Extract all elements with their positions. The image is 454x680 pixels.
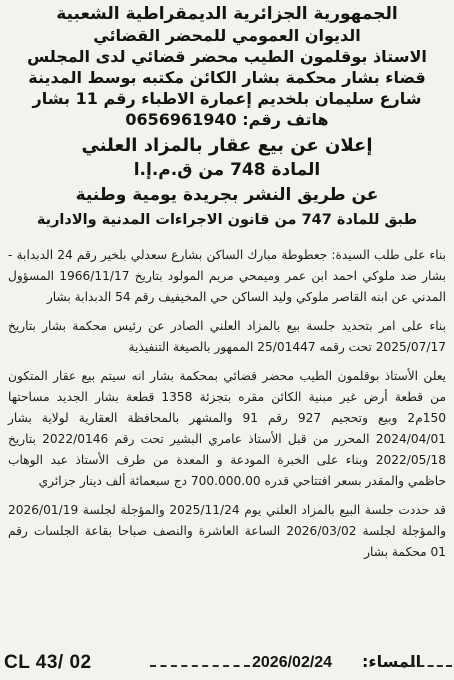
dashed-divider-end (400, 665, 452, 667)
property-paragraph: يعلن الأستاذ بوقلمون الطيب محضر قضائي بمحكمة بشار انه سيتم بيع عقار المتكون من قطعة أرض غير مبنية الكائن مقره بتجزئة 1358 قطعة بشار الجديد مساحتها 150م2 وبيع وتحجيم 927 رقم 91 والمشهر بالمحافظة العقارية لولاية بشار 2024/04/01 المحرر من قبل الأستاذ عامري البشير تحت رقم 2022/0146 بتاريخ 2022/05/18 وبناء على الخبرة المودعة و المعدة من طرف الأستاذ عبد الوهاب حاظمي والمقدر بسعر افتتاحي قدره 700.000.00 دج سبعمائة ألف دينار جزائري (8, 369, 446, 488)
notice-title-main: إعلان عن بيع عقار بالمزاد العلني (81, 135, 373, 156)
office-address: شارع سليمان بلخديم إعمارة الاطباء رقم 11 بشار (32, 89, 422, 108)
notice-publication-mode: عن طريق النشر بجريدة يومية وطنية (75, 185, 379, 205)
publication-footer (0, 652, 454, 676)
dashed-divider (150, 665, 250, 667)
bailiff-name: الاستاذ بوقلمون الطيب محضر قضائي لدى المجلس (27, 47, 427, 66)
phone-label: هاتف رقم: (242, 110, 329, 129)
publication-date: 2026/02/24 (252, 654, 333, 671)
republic-name: الجمهورية الجزائرية الديمقراطية الشعبية (56, 4, 398, 24)
request-paragraph: بناء على طلب السيدة: جعطوطة مبارك الساكن بشارع سعدلي بلخير رقم 24 الدبدابة - بشار ضد ملوكي احمد ابن عمر وميمحي مريم المولود بتاريخ 1966/11/17 المسؤول المدني عن ابنه القاصر ملوكي وليد الساكن حي المخيفيف رقم 54 الدبدابة بشار (8, 248, 447, 304)
session-paragraph: قد حددت جلسة البيع بالمزاد العلني يوم 2025/11/24 والمؤجلة لجلسة 2026/01/19 والمؤجلة لجلسة 2026/03/02 الساعة العاشرة والنصف صباحا بقاعة الجلسات رقم 01 محكمة بشار (8, 503, 447, 559)
phone-number: 0656961940 (125, 110, 237, 129)
phone-line (8, 109, 446, 131)
office-location: قضاء بشار محكمة بشار الكائن مكتبه بوسط المدينة (28, 68, 426, 87)
office-name: الديوان العمومي للمحضر القضائي (93, 26, 361, 45)
newspaper-name: المساء: (362, 652, 422, 671)
court-order-paragraph: بناء على امر بتحديد جلسة بيع بالمزاد العلني الصادر عن رئيس محكمة بشار بتاريخ 2025/07/17 تحت رقمه 25/01447 الممهور بالصيغة التنفيذية (8, 319, 446, 354)
notice-article: المادة 748 من ق.م.إ.ا (133, 160, 321, 180)
notice-title (8, 133, 446, 233)
office-header (8, 4, 446, 131)
notice-legal-basis: طبق للمادة 747 من قانون الاجراءات المدنية والادارية (36, 212, 418, 228)
notice-body (8, 245, 446, 563)
reference-code: CL 43/ 02 (4, 652, 92, 673)
